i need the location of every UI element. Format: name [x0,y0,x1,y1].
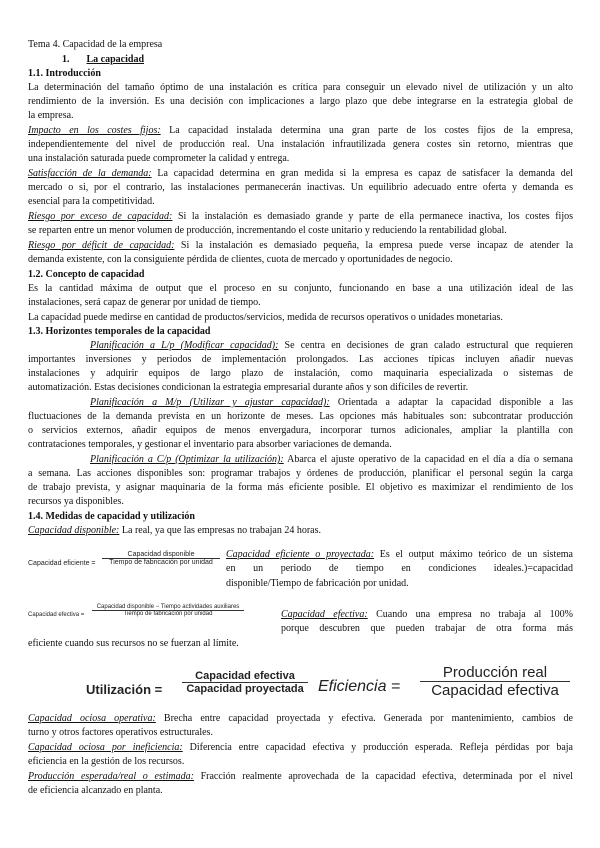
section-title: La capacidad [86,54,145,65]
heading-1-3: 1.3. Horizontes temporales de la capacidad [28,326,211,337]
paragraph-line: turno y otros factores operativos estructurales. [28,727,213,738]
paragraph-line: independientemente del nivel de producción real. Una instalación infrautilizada genera costes sin retorno, mientras que [28,139,573,150]
eficiente-line [226,548,573,561]
formula-numerator: Capacidad disponible − Tiempo actividades auxiliares [92,604,244,611]
formula-denominator: Capacidad efectiva [431,682,559,699]
paragraph-line: instalaciones y adquirir equipos de largo plazo de instalación, como maquinaria especializada o sistemas de [28,368,573,379]
paragraph-line: La capacidad puede medirse en cantidad de productos/servicios, medida de recursos operativos o unidades monetarias. [28,312,503,323]
lp-label: Planificación a L/p (Modificar capacidad): [90,340,279,351]
paragraph-line: demanda existente, con la consiguiente pérdida de clientes, cuota de mercado y oportunidades de negocio. [28,254,453,265]
lp-line [90,339,573,352]
disponible-label: Capacidad disponible: [28,525,120,536]
formula-eficiencia-lhs: Eficiencia = [318,678,401,695]
paragraph-line: instalaciones, será capaz de generar por unidad de tiempo. [28,297,261,308]
exceso-label: Riesgo por exceso de capacidad: [28,211,173,222]
mp-label: Planificación a M/p (Utilizar y ajustar capacidad): [90,397,330,408]
paragraph-line: automatización. Estas decisiones condicionan la estrategia empresarial durante años y son difíciles de revertir. [28,382,469,393]
paragraph-line: mercado o si, por el contrario, las instalaciones permanecerán inactivas. Un equilibrio adecuado entre oferta y demanda es [28,182,573,193]
paragraph-line: esencial para la competitividad. [28,196,155,207]
document-title: Tema 4. Capacidad de la empresa [28,39,163,50]
ociosa-line [28,712,573,725]
impacto-line [28,124,573,137]
paragraph-line: rendimiento de la inversión. Es una decisión con implicaciones a largo plazo que debe integrarse en la estrategia global de [28,96,573,107]
cp-label: Planificación a C/p (Optimizar la utilización): [90,454,284,465]
formula-eficiencia [420,664,570,699]
eficiente-text: Es el output máximo teórico de un sistema [374,549,573,560]
heading-1-1: 1.1. Introducción [28,68,101,79]
satisfaccion-label: Satisfacción de la demanda: [28,168,152,179]
formula-numerator: Producción real [420,664,570,682]
heading-1-4: 1.4. Medidas de capacidad y utilización [28,511,195,522]
cp-line [90,453,573,466]
satisfaccion-line [28,167,573,180]
mp-text: Orientada a adaptar la capacidad disponible a las [329,397,573,408]
impacto-label: Impacto en los costes fijos: [28,125,161,136]
paragraph-line: de trabajo prevista, y asignar maquinaria de la forma más eficiente posible. El objetivo es maximizar el rendimiento de los [28,482,573,493]
formula-capacidad-efectiva-lhs: Capacidad efectiva = [28,612,85,618]
efectiva-text: Cuando una empresa no trabaja al 100% [367,609,573,620]
paragraph-line: La determinación del tamaño óptimo de una instalación es crítica para conseguir un elevado nivel de utilización y un alto [28,82,573,93]
paragraph-line: una instalación saturada puede comprometer la calidad y entrega. [28,153,290,164]
deficit-line [28,239,573,252]
paragraph-line: disponible/Tiempo de fabricación por unidad. [226,578,409,589]
disponible-line [28,524,573,537]
paragraph-line: o servicios externos, añadir equipos de menos envergadura, incorporar turnos adicionales, ampliar la plantilla con [28,425,573,436]
ociosa-text: Brecha entre capacidad proyectada y efectiva. Generada por mantenimiento, cambios de [155,713,573,724]
impacto-text: La capacidad instalada determina una gran parte de los costes fijos de la empresa, [160,125,573,136]
formula-denominator: Tiempo de fabricación por unidad [109,559,213,566]
paragraph-line: fluctuaciones de la demanda prevista en un horizonte de meses. Las opciones más habituales son: subcontratar producción [28,411,573,422]
satisfaccion-text: La capacidad determina en gran medida si la empresa es capaz de satisfacer la demanda del [151,168,573,179]
deficit-label: Riesgo por déficit de capacidad: [28,240,175,251]
efectiva-label: Capacidad efectiva: [281,609,368,620]
section-number: 1. [62,54,70,65]
paragraph-line: eficiencia en la gestión de los recursos. [28,756,185,767]
produccion-text: Fracción realmente aprovechada de la capacidad efectiva, determinada por el nivel [193,771,573,782]
paragraph-line: la empresa. [28,110,74,121]
produccion-line [28,770,573,783]
exceso-text: Si la instalación es demasiado grande y parte de ella permanece inactiva, los costes fijos [172,211,573,222]
mp-line [90,396,573,409]
section-1-heading [62,53,600,66]
formula-numerator: Capacidad disponible [102,551,220,559]
paragraph-line: Es la cantidad máxima de output que el proceso en su conjunto, funcionando en base a una utilización ideal de las [28,283,573,294]
cp-text: Abarca el ajuste operativo de la capacidad en el día a día o semana [283,454,573,465]
ineficiencia-line [28,741,573,754]
paragraph-line: a semana. Las acciones disponibles son: programar trabajos y órdenes de producción, planificar el personal según la carga [28,468,573,479]
lp-text: Se centra en decisiones de gran calado estructural que requieren [278,340,573,351]
ineficiencia-text: Diferencia entre capacidad efectiva y producción esperada. Refleja pérdidas por baja [182,742,573,753]
formula-utilizacion [182,670,308,695]
paragraph-line: importantes inversiones y periodos de implementación prolongados. Las acciones típicas incluyen añadir nuevas [28,354,573,365]
formula-capacidad-efectiva [92,604,244,617]
formula-capacidad-eficiente [102,551,220,566]
paragraph-line: de eficiencia alcanzado en planta. [28,785,163,796]
formula-numerator: Capacidad efectiva [182,670,308,683]
paragraph-line: recursos ya disponibles. [28,496,124,507]
disponible-text: La real, ya que las empresas no trabajan 24 horas. [119,525,321,536]
formula-denominator: Capacidad proyectada [186,683,304,695]
paragraph-line: se reparten entre un menor volumen de producción, incrementando el coste unitario y reduciendo la rentabilidad global. [28,225,507,236]
paragraph-line: contrataciones temporales, y gestionar el inventario para absorber variaciones de demanda. [28,439,392,450]
ineficiencia-label: Capacidad ociosa por ineficiencia: [28,742,183,753]
formula-denominator: Tiempo de fabricación por unidad [123,611,213,617]
efectiva-line [281,608,573,621]
produccion-label: Producción esperada/real o estimada: [28,771,194,782]
formula-capacidad-eficiente-lhs: Capacidad eficiente = [28,560,96,567]
heading-1-2: 1.2. Concepto de capacidad [28,269,145,280]
formula-utilizacion-lhs: Utilización = [86,682,163,697]
exceso-line [28,210,573,223]
paragraph-line: en un periodo de tiempo en condiciones ideales.)=capacidad [226,563,573,574]
paragraph-line: eficiente cuando sus recursos no se fuerzan al límite. [28,638,239,649]
paragraph-line: porque descubren que pueden trabajar de otra forma más [281,623,573,634]
deficit-text: Si la instalación es demasiado pequeña, la empresa puede verse incapaz de atender la [174,240,573,251]
eficiente-label: Capacidad eficiente o proyectada: [226,549,375,560]
ociosa-label: Capacidad ociosa operativa: [28,713,156,724]
